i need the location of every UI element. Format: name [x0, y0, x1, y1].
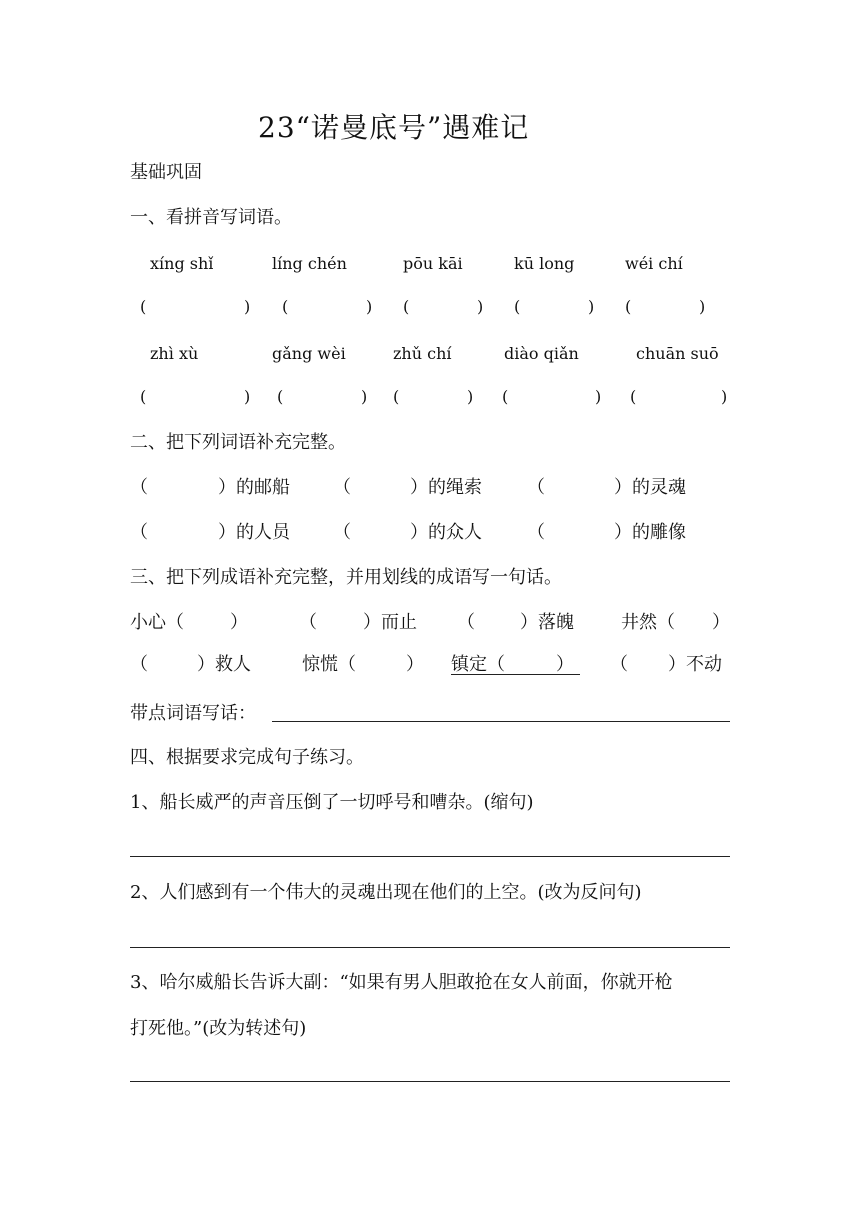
- idiom-part: （: [457, 612, 475, 633]
- write-sentence-label: 带点词语写话：: [130, 703, 256, 724]
- answer-blank-open[interactable]: (: [502, 387, 509, 406]
- idiom-part: ）而止: [363, 612, 417, 633]
- pinyin-6: zhì xù: [150, 344, 199, 363]
- idiom-part: ）: [230, 612, 248, 633]
- pinyin-4: kū long: [514, 254, 575, 273]
- fill-item: ）的邮船: [218, 477, 290, 498]
- idiom-part: （: [130, 654, 148, 675]
- answer-blank-open[interactable]: (: [140, 387, 147, 406]
- q4-heading: 四、根据要求完成句子练习。: [130, 747, 364, 768]
- pinyin-1: xíng shǐ: [150, 254, 214, 273]
- answer-blank-close: ): [244, 387, 251, 406]
- pinyin-5: wéi chí: [625, 254, 683, 273]
- idiom-part: 惊慌（: [302, 654, 356, 675]
- fill-item: ）的绳索: [410, 477, 482, 498]
- exercise-1: 1、船长威严的声音压倒了一切呼号和嘈杂。(缩句): [130, 792, 534, 813]
- answer-blank-close: ): [699, 297, 706, 316]
- answer-blank-open[interactable]: (: [393, 387, 400, 406]
- answer-blank-close: ): [595, 387, 602, 406]
- answer-line-1[interactable]: [130, 856, 730, 857]
- underlined-idiom: 镇定（: [451, 654, 505, 675]
- exercise-3-line1: 3、哈尔威船长告诉大副：“如果有男人胆敢抢在女人前面，你就开枪: [130, 972, 673, 993]
- q3-heading: 三、把下列成语补充完整，并用划线的成语写一句话。: [130, 567, 562, 588]
- q2-heading: 二、把下列词语补充完整。: [130, 432, 346, 453]
- idiom-part: 井然（: [621, 612, 675, 633]
- pinyin-2: líng chén: [272, 254, 347, 273]
- answer-blank-open[interactable]: (: [403, 297, 410, 316]
- fill-blank-open[interactable]: （: [333, 522, 351, 543]
- page-title: 23“诺曼底号”遇难记: [258, 111, 530, 144]
- pinyin-10: chuān suō: [636, 344, 719, 363]
- fill-blank-open[interactable]: （: [130, 522, 148, 543]
- exercise-2: 2、人们感到有一个伟大的灵魂出现在他们的上空。(改为反问句): [130, 882, 642, 903]
- idiom-part: 小心（: [130, 612, 184, 633]
- answer-blank-close: ): [366, 297, 373, 316]
- fill-blank-open[interactable]: （: [130, 477, 148, 498]
- fill-blank-open[interactable]: （: [333, 477, 351, 498]
- idiom-part: ）救人: [197, 654, 251, 675]
- q1-heading: 一、看拼音写词语。: [130, 207, 292, 228]
- fill-item: ）的灵魂: [614, 477, 686, 498]
- idiom-part: （: [299, 612, 317, 633]
- answer-blank-close: ): [467, 387, 474, 406]
- idiom-part: ）: [712, 612, 730, 633]
- pinyin-8: zhǔ chí: [393, 344, 452, 363]
- answer-blank-close: ): [588, 297, 595, 316]
- section-label: 基础巩固: [130, 162, 202, 183]
- answer-blank-close: ): [244, 297, 251, 316]
- fill-blank-open[interactable]: （: [527, 477, 545, 498]
- answer-line-3[interactable]: [130, 1081, 730, 1082]
- pinyin-3: pōu kāi: [403, 254, 463, 273]
- exercise-3-line2: 打死他。”(改为转述句): [130, 1018, 307, 1039]
- underlined-idiom-close: ）: [556, 654, 574, 675]
- answer-line-2[interactable]: [130, 947, 730, 948]
- idiom-part: ）落魄: [520, 612, 574, 633]
- idiom-part: ）不动: [668, 654, 722, 675]
- idiom-underline: [451, 674, 580, 675]
- fill-blank-open[interactable]: （: [527, 522, 545, 543]
- answer-blank-open[interactable]: (: [514, 297, 521, 316]
- answer-blank-open[interactable]: (: [277, 387, 284, 406]
- answer-blank-open[interactable]: (: [140, 297, 147, 316]
- idiom-part: （: [610, 654, 628, 675]
- fill-item: ）的众人: [410, 522, 482, 543]
- answer-blank-close: ): [477, 297, 484, 316]
- answer-blank-open[interactable]: (: [625, 297, 632, 316]
- fill-item: ）的雕像: [614, 522, 686, 543]
- pinyin-9: diào qiǎn: [504, 344, 579, 363]
- write-sentence-line[interactable]: [272, 721, 730, 722]
- fill-item: ）的人员: [218, 522, 290, 543]
- answer-blank-close: ): [361, 387, 368, 406]
- idiom-part: ）: [406, 654, 424, 675]
- answer-blank-open[interactable]: (: [282, 297, 289, 316]
- answer-blank-close: ): [721, 387, 728, 406]
- answer-blank-open[interactable]: (: [630, 387, 637, 406]
- pinyin-7: gǎng wèi: [272, 344, 346, 363]
